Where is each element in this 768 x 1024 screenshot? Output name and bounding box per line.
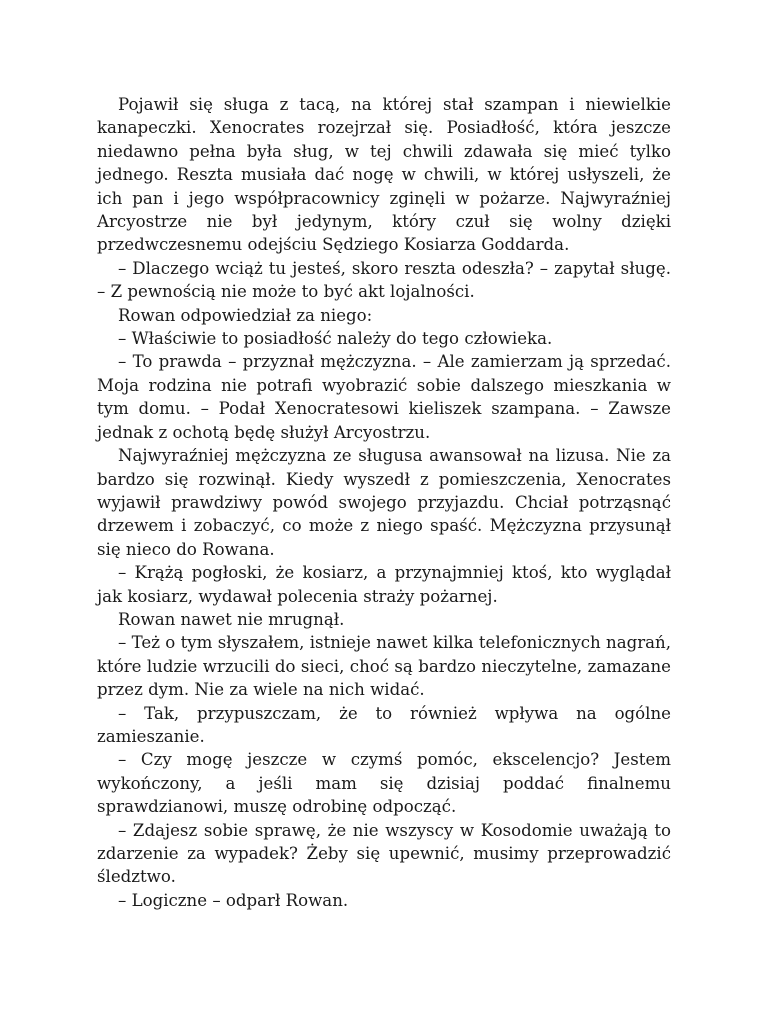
paragraph: Pojawił się sługa z tacą, na której stał szampan i niewielkie kanapeczki. Xenocrates rozejrzał się. Posiadłość, która jeszcze niedawno pełna była sług, w tej chwili zdawała się mieć tylko jednego. Reszta musiała dać nogę w chwili, w której usłyszeli, że ich pan i jego współpracownicy zginęli w pożarze. Najwyraźniej Arcyostrze nie był jedynym, który czuł się wolny dzięki przedwczesnemu odejściu Sędziego Kosiarza Goddarda. xyxy=(97,95,671,255)
paragraph: Najwyraźniej mężczyzna ze sługusa awansował na lizusa. Nie za bardzo się rozwinął. Kiedy wyszedł z pomieszczenia, Xenocrates wyjawił prawdziwy powód swojego przyjazdu. Chciał potrząsnąć drzewem i zobaczyć, co może z niego spaść. Mężczyzna przysunął się nieco do Rowana. xyxy=(97,446,671,559)
paragraph: – To prawda – przyznał mężczyzna. – Ale zamierzam ją sprzedać. Moja rodzina nie potrafi wyobrazić sobie dalszego mieszkania w tym domu. – Podał Xenocratesowi kieliszek szampana. – Zawsze jednak z ochotą będę służył Arcyostrzu. xyxy=(97,352,671,442)
paragraph: – Tak, przypuszczam, że to również wpływa na ogólne zamieszanie. xyxy=(97,703,671,746)
paragraph: Rowan odpowiedział za niego: xyxy=(118,305,373,325)
paragraph: – Czy mogę jeszcze w czymś pomóc, ekscelencjo? Jestem wykończony, a jeśli mam się dzisiaj poddać finalnemu sprawdzianowi, muszę odrobinę odpocząć. xyxy=(97,750,671,817)
paragraph: – Logiczne – odparł Rowan. xyxy=(118,890,349,910)
paragraph: – Właściwie to posiadłość należy do tego człowieka. xyxy=(118,329,553,349)
paragraph: Rowan nawet nie mrugnął. xyxy=(118,609,345,629)
paragraph: – Dlaczego wciąż tu jesteś, skoro reszta odeszła? – zapytał sługę. – Z pewnością nie może to być akt lojalności. xyxy=(97,258,671,302)
paragraph: – Krążą pogłoski, że kosiarz, a przynajmniej ktoś, kto wyglądał jak kosiarz, wydawał polecenia straży pożarnej. xyxy=(97,563,671,606)
paragraph: – Też o tym słyszałem, istnieje nawet kilka telefonicznych nagrań, które ludzie wrzucili do sieci, choć są bardzo nieczytelne, zamazane przez dym. Nie za wiele na nich widać. xyxy=(97,633,671,700)
body-text xyxy=(97,93,671,912)
paragraph: – Zdajesz sobie sprawę, że nie wszyscy w Kosodomie uważają to zdarzenie za wypadek? Żeby się upewnić, musimy przeprowadzić śledztwo. xyxy=(97,820,671,887)
